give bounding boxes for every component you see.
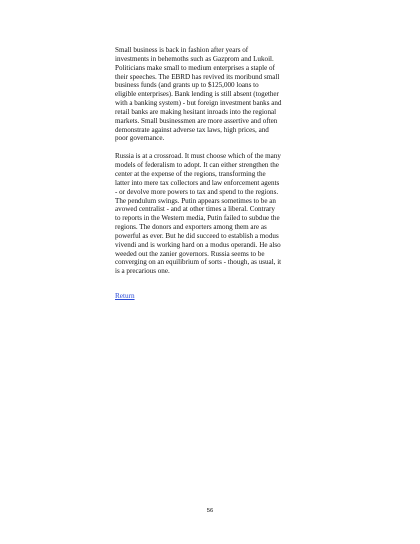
article-body — [115, 46, 311, 301]
text-line: models of federalism to adopt. It can either strengthen the — [115, 161, 279, 170]
return-link[interactable]: Return — [115, 292, 135, 301]
text-line: eligible enterprises). Bank lending is still absent (together — [115, 90, 279, 99]
text-line: investments in behemoths such as Gazprom and Lukoil. — [115, 54, 274, 63]
text-line: powerful as ever. But he did succeed to establish a modus — [115, 231, 279, 240]
page-number: 56 — [206, 508, 214, 514]
text-line: vivendi and is working hard on a modus operandi. He also — [115, 240, 281, 249]
text-line: - or devolve more powers to tax and spend to the regions. — [115, 187, 279, 196]
text-line: markets. Small businessmen are more assertive and often — [115, 116, 278, 125]
text-line: their speeches. The EBRD has revived its moribund small — [115, 72, 280, 81]
text-line: business funds (and grants up to $125,000 loans to — [115, 81, 259, 90]
text-line: The pendulum swings. Putin appears sometimes to be an — [115, 196, 276, 205]
paragraph-small-business — [115, 46, 311, 143]
text-line: converging on an equilibrium of sorts - though, as usual, it — [115, 258, 282, 267]
text-line: Russia is at a crossroad. It must choose which of the many — [115, 152, 281, 161]
text-line: to reports in the Western media, Putin failed to subdue the — [115, 214, 280, 223]
text-line: demonstrate against adverse tax laws, high prices, and — [115, 125, 269, 134]
text-line: regions. The donors and exporters among them are as — [115, 223, 267, 232]
text-line: avowed centralist - and at other times a liberal. Contrary — [115, 205, 275, 214]
text-line: weeded out the zanier governors. Russia seems to be — [115, 249, 265, 258]
text-line: center at the expense of the regions, transforming the — [115, 169, 266, 178]
text-line: is a precarious one. — [115, 267, 170, 276]
text-line: poor governance. — [115, 134, 165, 143]
text-line: latter into mere tax collectors and law enforcement agents — [115, 178, 280, 187]
text-line: retail banks are making hesitant inroads into the regional — [115, 107, 277, 116]
text-line: Politicians make small to medium enterprises a staple of — [115, 63, 275, 72]
text-line: Small business is back in fashion after years of — [115, 46, 249, 54]
text-line: with a banking system) - but foreign investment banks and — [115, 99, 282, 108]
paragraph-federalism — [115, 152, 311, 276]
